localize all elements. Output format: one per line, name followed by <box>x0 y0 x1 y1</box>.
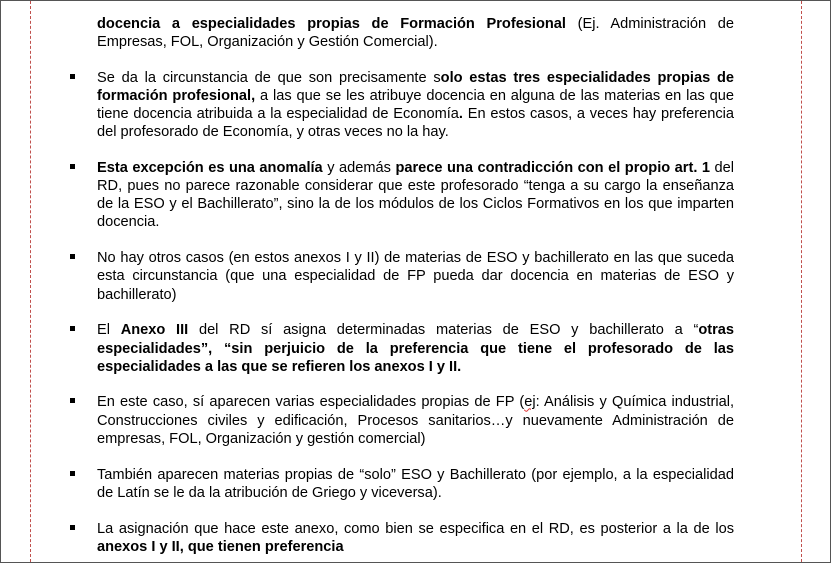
text: No hay otros casos (en estos anexos I y II) de materias de ESO y bachillerato en las que suceda esta circunstancia (que una especialidad de FP pueda dar docencia en materias de ESO y bachillerato) <box>97 250 734 303</box>
paragraph-text <box>97 520 734 556</box>
bold-text: parece una contradicción con el propio art. 1 <box>395 160 711 177</box>
left-margin-guide <box>30 1 31 562</box>
bullet-paragraph <box>70 159 734 231</box>
text: También aparecen materias propias de “solo” ESO y Bachillerato (por ejemplo, a la especialidad de Latín se le da la atribución de Griego y viceversa). <box>97 466 734 501</box>
bold-text: Esta excepción es una anomalía <box>97 160 323 177</box>
continued-paragraph <box>70 15 734 51</box>
square-bullet-icon <box>70 471 75 476</box>
paragraph-text <box>97 159 734 231</box>
paragraph-text <box>97 393 734 447</box>
paragraph-text <box>97 249 734 303</box>
bold-text: anexos I y II, que tienen preferencia <box>97 538 344 555</box>
square-bullet-icon <box>70 398 75 403</box>
square-bullet-icon <box>70 164 75 169</box>
text: del RD sí asigna determinadas materias de ESO y bachillerato a “ <box>188 322 699 339</box>
spellcheck-flagged-word: ej <box>524 394 536 411</box>
text: del RD, pues no parece razonable considerar que este profesorado “tenga a su cargo la enseñanza de la ESO y el Bachillerato”, sino la de los módulos de los Ciclos Formativos en los que imparten docencia. <box>97 160 734 231</box>
bullet-paragraph <box>70 466 734 502</box>
text: Se da la circunstancia de que son precisamente s <box>97 69 441 86</box>
bullet-paragraph <box>70 520 734 556</box>
bullet-paragraph <box>70 393 734 447</box>
bold-text: . <box>458 106 463 123</box>
text: En este caso, sí aparecen varias especialidades propias de FP ( <box>97 394 525 411</box>
bold-text: docencia a especialidades propias de Formación Profesional <box>97 16 566 32</box>
text: a las que se les atribuye docencia en alguna de las materias en las que tiene docencia atribuida a la especialidad de Economía <box>97 88 734 123</box>
square-bullet-icon <box>70 525 75 530</box>
square-bullet-icon <box>70 74 75 79</box>
text: y además <box>322 160 396 177</box>
bold-text: Anexo III <box>120 322 189 339</box>
text: La asignación que hace este anexo, como bien se especifica en el RD, es posterior a la de los <box>97 520 734 537</box>
bullet-paragraph <box>70 249 734 303</box>
text: El <box>97 322 121 339</box>
paragraph-text <box>97 69 734 141</box>
square-bullet-icon <box>70 254 75 259</box>
paragraph-text <box>97 321 734 375</box>
bold-text: otras especialidades”, “sin perjuicio de la preferencia que tiene el profesorado de las especialidades a las que se refieren los anexos I y II. <box>97 322 734 375</box>
square-bullet-icon <box>70 326 75 331</box>
bullet-paragraph <box>70 321 734 375</box>
right-margin-guide <box>801 1 802 562</box>
paragraph-text <box>97 466 734 502</box>
document-body[interactable] <box>70 15 734 563</box>
text: (Ej. Administración de Empresas, FOL, Organización y Gestión Comercial). <box>97 16 734 51</box>
bullet-paragraph <box>70 69 734 141</box>
text: En estos casos, a veces hay preferencia del profesorado de Economía, y otras veces no la hay. <box>97 106 734 141</box>
bold-text: olo estas tres especialidades propias de formación profesional, <box>97 69 734 105</box>
paragraph-text <box>97 15 734 51</box>
text: : Análisis y Química industrial, Construcciones civiles y edificación, Procesos sanitarios…y nuevamente Administración de empresas, FOL, Organización y gestión comercial) <box>97 394 734 447</box>
